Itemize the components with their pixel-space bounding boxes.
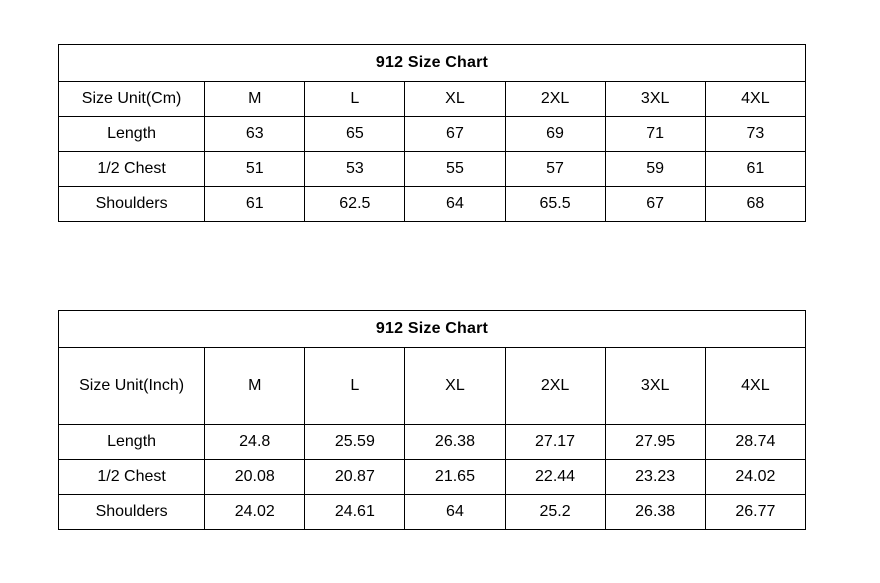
cell-chest-l: 20.87 [305,460,405,495]
cell-chest-m: 20.08 [205,460,305,495]
row-label-shoulders: Shoulders [59,495,205,530]
cell-chest-3xl: 59 [605,152,705,187]
cell-shoulders-4xl: 26.77 [705,495,805,530]
column-header-l: L [305,82,405,117]
cell-length-xl: 67 [405,117,505,152]
cell-shoulders-l: 62.5 [305,187,405,222]
column-header-xl: XL [405,82,505,117]
table-row [59,187,806,222]
size-chart-table-cm [58,44,806,222]
table-title-row [59,311,806,348]
table-row [59,460,806,495]
cell-length-m: 24.8 [205,425,305,460]
column-header-3xl: 3XL [605,348,705,425]
cell-shoulders-2xl: 65.5 [505,187,605,222]
cell-chest-xl: 55 [405,152,505,187]
cell-chest-m: 51 [205,152,305,187]
column-header-4xl: 4XL [705,82,805,117]
cell-chest-l: 53 [305,152,405,187]
cell-length-3xl: 27.95 [605,425,705,460]
cell-chest-xl: 21.65 [405,460,505,495]
cell-length-2xl: 69 [505,117,605,152]
column-header-xl: XL [405,348,505,425]
row-label-length: Length [59,117,205,152]
column-header-2xl: 2XL [505,348,605,425]
cell-length-4xl: 73 [705,117,805,152]
column-header-m: M [205,348,305,425]
size-chart-table-inch [58,310,806,530]
column-header-2xl: 2XL [505,82,605,117]
row-label-half-chest: 1/2 Chest [59,460,205,495]
table-row [59,117,806,152]
column-header-l: L [305,348,405,425]
table-row [59,425,806,460]
cell-shoulders-xl: 64 [405,495,505,530]
cell-length-2xl: 27.17 [505,425,605,460]
table-header-row [59,82,806,117]
cell-shoulders-m: 24.02 [205,495,305,530]
row-label-shoulders: Shoulders [59,187,205,222]
cell-shoulders-l: 24.61 [305,495,405,530]
table-row [59,495,806,530]
cell-length-l: 65 [305,117,405,152]
cell-shoulders-3xl: 67 [605,187,705,222]
column-header-4xl: 4XL [705,348,805,425]
column-header-3xl: 3XL [605,82,705,117]
cell-length-m: 63 [205,117,305,152]
row-label-length: Length [59,425,205,460]
table-row [59,152,806,187]
cell-chest-4xl: 61 [705,152,805,187]
cell-length-3xl: 71 [605,117,705,152]
cell-shoulders-3xl: 26.38 [605,495,705,530]
cell-chest-4xl: 24.02 [705,460,805,495]
unit-label: Size Unit(Inch) [59,348,205,425]
cell-chest-3xl: 23.23 [605,460,705,495]
cell-shoulders-xl: 64 [405,187,505,222]
cell-chest-2xl: 22.44 [505,460,605,495]
table-title: 912 Size Chart [59,45,806,82]
unit-label: Size Unit(Cm) [59,82,205,117]
cell-length-l: 25.59 [305,425,405,460]
cell-length-4xl: 28.74 [705,425,805,460]
cell-shoulders-2xl: 25.2 [505,495,605,530]
column-header-m: M [205,82,305,117]
cell-shoulders-4xl: 68 [705,187,805,222]
table-title-row [59,45,806,82]
cell-length-xl: 26.38 [405,425,505,460]
table-header-row [59,348,806,425]
table-title: 912 Size Chart [59,311,806,348]
cell-shoulders-m: 61 [205,187,305,222]
cell-chest-2xl: 57 [505,152,605,187]
row-label-half-chest: 1/2 Chest [59,152,205,187]
